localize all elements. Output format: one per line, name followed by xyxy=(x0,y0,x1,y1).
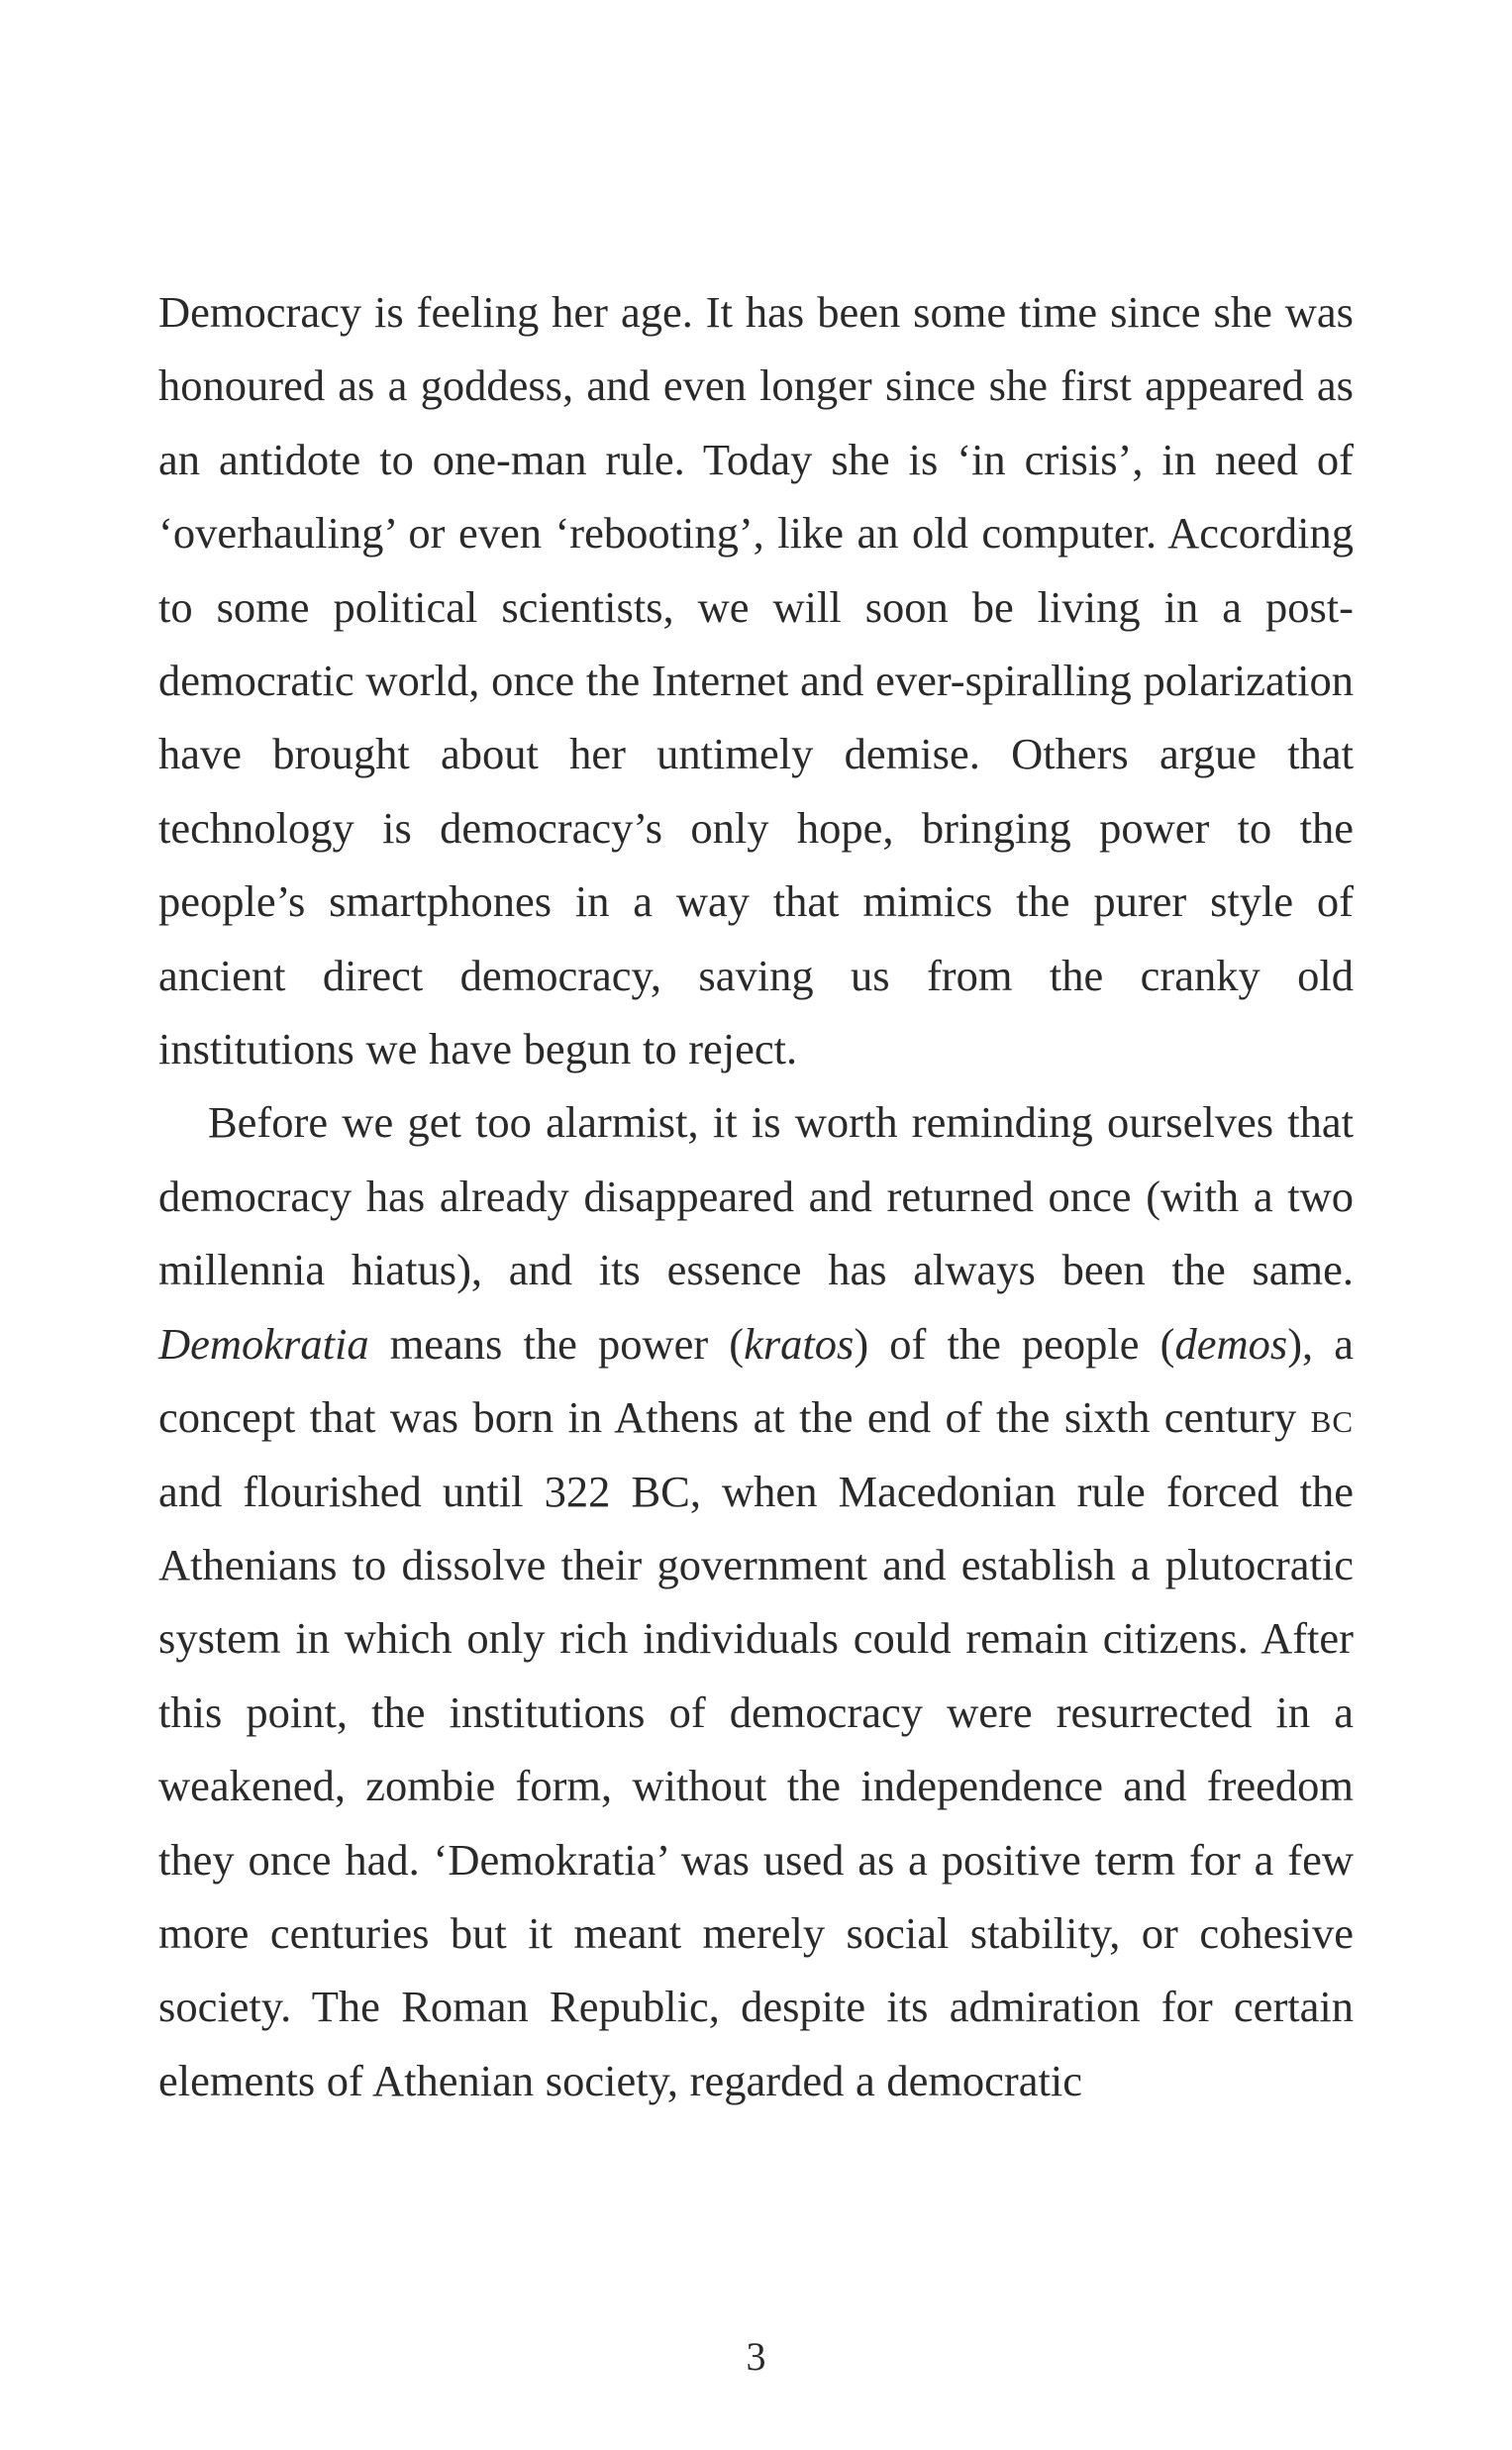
term-kratos: kratos xyxy=(744,1318,855,1369)
paragraph-2-text: Before we get too alarmist, it is worth reminding ourselves that democracy has already disappeared and returned once (with a two millennia hiatus), and its essence has always been the same. xyxy=(158,1097,1354,1295)
paragraph-1 xyxy=(158,275,1354,1085)
term-demokratia: Demokratia xyxy=(158,1318,369,1369)
paragraph-2-text: ) of the people ( xyxy=(854,1318,1175,1369)
era-abbreviation: bc xyxy=(1310,1392,1354,1443)
page-number: 3 xyxy=(746,2334,766,2379)
paragraph-1-text: Democracy is feeling her age. It has been some time since she was honoured as a goddess, and even longer since she first appeared as an antidote to one-man rule. Today she is ‘in crisis’, in need of ‘overhauling’ or even ‘rebooting’, like an old computer. According to some political scientists, we will soon be living in a post-democratic world, once the Internet and ever-spiralling polarization have brought about her untimely demise. Others argue that technology is democracy’s only hope, bringing power to the people’s smartphones in a way that mimics the purer style of ancient direct democracy, saving us from the cranky old institutions we have begun to reject. xyxy=(158,287,1354,1074)
paragraph-2 xyxy=(158,1085,1354,2117)
paragraph-2-text: and flourished until 322 BC, when Macedonian rule forced the Athenians to dissolve their government and establish a plutocratic system in which only rich individuals could remain citizens. After this point, the institutions of democracy were resurrected in a weakened, zombie form, without the independence and freedom they once had. ‘Demokratia’ was used as a positive term for a few more centuries but it meant merely social stability, or cohesive society. The Roman Republic, despite its admiration for certain elements of Athenian society, regarded a democratic xyxy=(158,1466,1354,2105)
term-demos: demos xyxy=(1174,1318,1288,1369)
page-body xyxy=(158,275,1354,2117)
paragraph-2-text: ), a concept that was born in Athens at the end of the sixth century xyxy=(158,1318,1354,1443)
paragraph-2-text: means the power ( xyxy=(368,1318,745,1369)
